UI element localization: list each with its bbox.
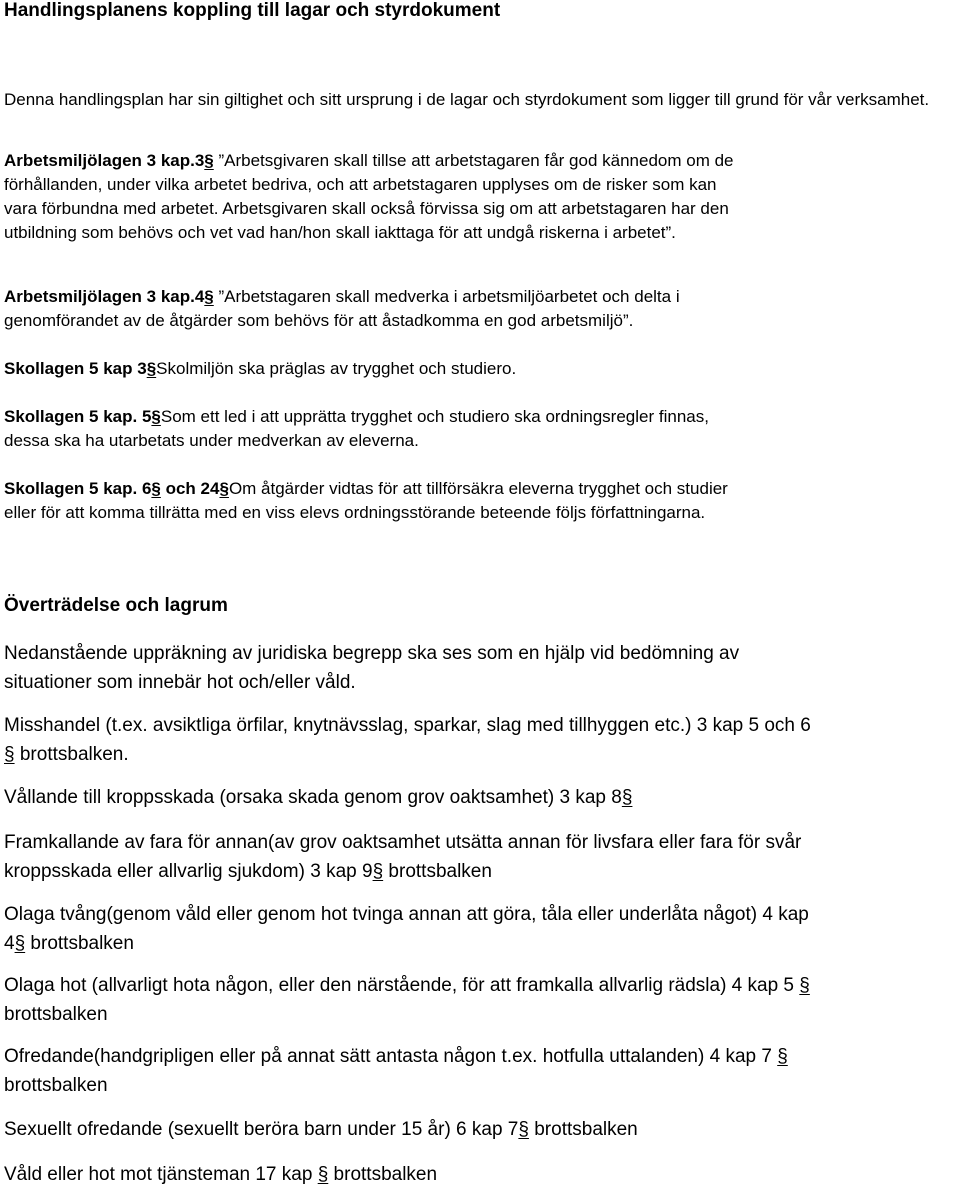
paragraph-sign: § — [151, 407, 161, 426]
law-reference: Arbetsmiljölagen 3 kap.4 — [4, 287, 205, 306]
offence-item-ofredande: Ofredande(handgripligen eller på annat sätt antasta någon t.ex. hotfulla uttalanden) 4 kap 7 § brottsbalken — [4, 1046, 788, 1096]
paragraph-sign: § — [777, 1046, 788, 1067]
section-heading: Överträdelse och lagrum — [4, 595, 228, 616]
paragraph-sign: § — [219, 479, 229, 498]
paragraph-sign: § — [317, 1164, 329, 1185]
offence-item-vald-hot-tjansteman: Våld eller hot mot tjänsteman 17 kap § brottsbalken — [4, 1164, 438, 1185]
section-intro: Nedanstående uppräkning av juridiska begrepp ska ses som en hjälp vid bedömning av situationer som innebär hot och/eller våld. — [4, 643, 740, 693]
paragraph-sign: § — [146, 359, 157, 378]
law-skollagen-5-5: Skollagen 5 kap. 5§Som ett led i att upprätta trygghet och studiero ska ordningsregler finnas, dessa ska ha utarbetats under medverkan av eleverna. — [4, 407, 709, 450]
law-skollagen-5-6-24: Skollagen 5 kap. 6§ och 24§Om åtgärder vidtas för att tillförsäkra eleverna trygghet och studier eller för att komma tillrätta med en viss elevs ordningsstörande beteende följs författningarna. — [4, 479, 728, 522]
offence-item-olaga-hot: Olaga hot (allvarligt hota någon, eller den närstående, för att framkalla allvarlig rädsla) 4 kap 5 § brottsbalken — [4, 975, 810, 1025]
paragraph-sign: § — [518, 1119, 529, 1140]
law-skollagen-5-3: Skollagen 5 kap 3§Skolmiljön ska präglas av trygghet och studiero. — [4, 359, 517, 378]
paragraph-sign: § — [204, 287, 214, 306]
law-reference: Skollagen 5 kap 3 — [4, 359, 147, 378]
law-arbetsmiljolagen-3-3: Arbetsmiljölagen 3 kap.3§ ”Arbetsgivaren skall tillse att arbetstagaren får god kännedom om de förhållanden, under vilka arbetet bedriva, och att arbetstagaren upplyses om de risker som kan vara förbundna med arbetet. Arbetsgivaren skall också förvissa sig om att arbetstagaren har den utbildning som behövs och vet vad han/hon skall iakttaga för att undgå riskerna i arbetet”. — [4, 151, 734, 242]
offence-item-sexuellt-ofredande: Sexuellt ofredande (sexuellt beröra barn under 15 år) 6 kap 7§ brottsbalken — [4, 1119, 638, 1140]
intro-paragraph: Denna handlingsplan har sin giltighet och sitt ursprung i de lagar och styrdokument som ligger till grund för vår verksamhet. — [4, 90, 930, 109]
paragraph-sign: § — [799, 975, 810, 996]
law-reference: Skollagen 5 kap. 5 — [4, 407, 152, 426]
offence-item-framkallande: Framkallande av fara för annan(av grov oaktsamhet utsätta annan för livsfara eller fara för svår kroppsskada eller allvarlig sjukdom) 3 kap 9§ brottsbalken — [4, 832, 802, 882]
offence-item-vallande: Vållande till kroppsskada (orsaka skada genom grov oaktsamhet) 3 kap 8§ — [4, 787, 633, 808]
law-reference: Arbetsmiljölagen 3 kap.3 — [4, 151, 205, 170]
paragraph-sign: § — [621, 787, 633, 808]
paragraph-sign: § — [151, 479, 161, 498]
law-arbetsmiljolagen-3-4: Arbetsmiljölagen 3 kap.4§ ”Arbetstagaren skall medverka i arbetsmiljöarbetet och delta i genomförandet av de åtgärder som behövs för att åstadkomma en god arbetsmiljö”. — [4, 287, 680, 330]
paragraph-sign: § — [204, 151, 214, 170]
law-reference: Skollagen 5 kap. 6 — [4, 479, 152, 498]
paragraph-sign: § — [4, 744, 15, 765]
paragraph-sign: § — [14, 933, 26, 954]
paragraph-sign: § — [372, 861, 384, 882]
page-title: Handlingsplanens koppling till lagar och styrdokument — [4, 0, 501, 21]
offence-item-misshandel: Misshandel (t.ex. avsiktliga örfilar, knytnävsslag, sparkar, slag med tillhyggen etc.) 3 kap 5 och 6 § brottsbalken. — [4, 715, 811, 765]
offence-item-olaga-tvang: Olaga tvång(genom våld eller genom hot tvinga annan att göra, tåla eller underlåta något) 4 kap 4§ brottsbalken — [4, 904, 809, 954]
